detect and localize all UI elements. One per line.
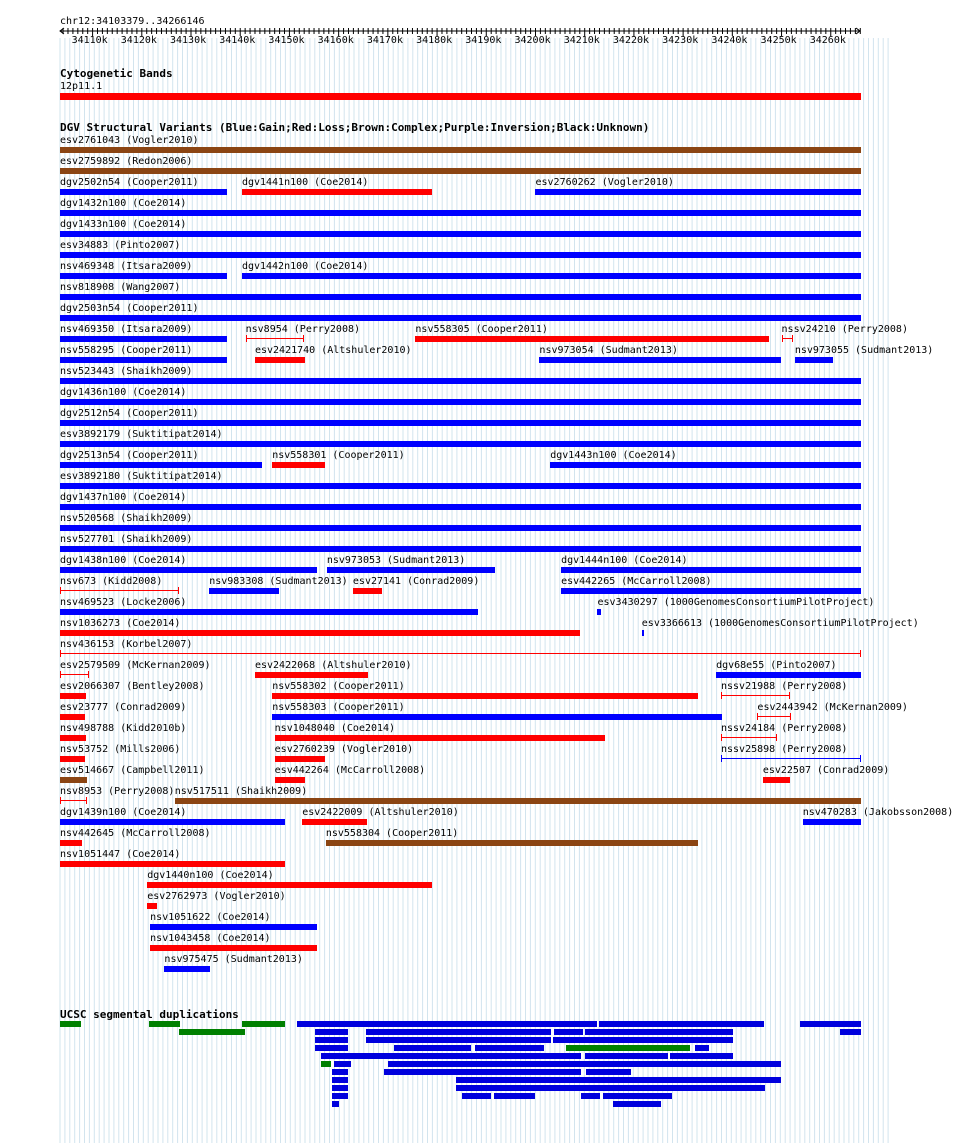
segdup-block[interactable] [332, 1069, 348, 1075]
sv-feature-label[interactable]: nsv436153 (Korbel2007) [60, 639, 193, 650]
sv-feature-end-cap [782, 335, 783, 342]
sv-feature-bar[interactable] [272, 693, 698, 699]
sv-feature-label[interactable]: dgv68e55 (Pinto2007) [716, 660, 837, 671]
sv-feature-line[interactable] [246, 338, 304, 339]
sv-feature-label[interactable]: nsv1051447 (Coe2014) [60, 849, 181, 860]
segdup-block[interactable] [554, 1029, 583, 1035]
ruler-tick-label: 34160k [317, 35, 354, 46]
sv-feature-label[interactable]: nsv1036273 (Coe2014) [60, 618, 181, 629]
sv-feature-bar[interactable] [60, 315, 861, 321]
sv-feature-bar[interactable] [60, 714, 85, 720]
sv-feature-end-cap [860, 650, 861, 657]
sv-feature-bar[interactable] [164, 966, 210, 972]
ruler-tick-label: 34180k [416, 35, 453, 46]
sv-feature-bar[interactable] [561, 588, 861, 594]
segdup-block[interactable] [332, 1101, 338, 1107]
sv-feature-bar[interactable] [147, 903, 157, 909]
sv-feature-label[interactable]: esv2762973 (Vogler2010) [147, 891, 286, 902]
sv-feature-bar[interactable] [60, 210, 861, 216]
cytoband-bar[interactable] [60, 93, 861, 100]
segdup-block[interactable] [388, 1061, 780, 1067]
sv-feature-label[interactable]: esv514667 (Campbell2011) [60, 765, 205, 776]
ruler-tick-label: 34150k [268, 35, 305, 46]
sv-feature-bar[interactable] [763, 777, 791, 783]
sv-feature-bar[interactable] [795, 357, 833, 363]
segdup-block[interactable] [321, 1061, 331, 1067]
sv-feature-bar[interactable] [60, 735, 86, 741]
sv-feature-bar[interactable] [803, 819, 861, 825]
sv-feature-bar[interactable] [242, 273, 861, 279]
sv-feature-label[interactable]: nsv442645 (McCarroll2008) [60, 828, 211, 839]
sv-feature-label[interactable]: nssv21988 (Perry2008) [721, 681, 848, 692]
sv-feature-end-cap [178, 587, 179, 594]
sv-feature-label[interactable]: nsv1051622 (Coe2014) [150, 912, 271, 923]
sv-feature-label[interactable]: nsv469523 (Locke2006) [60, 597, 187, 608]
sv-feature-label[interactable]: esv3892180 (Suktitipat2014) [60, 471, 223, 482]
sv-feature-line[interactable] [60, 674, 89, 675]
sv-feature-bar[interactable] [60, 231, 861, 237]
ruler-tick-label: 34240k [711, 35, 748, 46]
sv-feature-label[interactable]: esv442265 (McCarroll2008) [561, 576, 712, 587]
ruler-tick-label: 34260k [809, 35, 846, 46]
sv-feature-line[interactable] [60, 590, 179, 591]
sv-feature-label[interactable]: dgv1444n100 (Coe2014) [561, 555, 688, 566]
sv-feature-end-cap [790, 713, 791, 720]
segdup-block[interactable] [332, 1093, 348, 1099]
sv-feature-end-cap [60, 671, 61, 678]
sv-feature-label[interactable]: nsv558304 (Cooper2011) [325, 828, 459, 839]
sv-feature-bar[interactable] [60, 525, 861, 531]
ruler-tick-label: 34140k [219, 35, 256, 46]
segdup-block[interactable] [315, 1037, 348, 1043]
sv-feature-label[interactable]: esv34883 (Pinto2007) [60, 240, 181, 251]
sv-feature-label[interactable]: nsv975475 (Sudmant2013) [164, 954, 303, 965]
segdup-block[interactable] [462, 1093, 492, 1099]
sv-feature-label[interactable]: dgv1440n100 (Coe2014) [147, 870, 274, 881]
sv-feature-label[interactable]: dgv1436n100 (Coe2014) [60, 387, 187, 398]
sv-feature-bar[interactable] [60, 294, 861, 300]
segdup-block[interactable] [334, 1061, 351, 1067]
sv-feature-label[interactable]: nsv673 (Kidd2008) [60, 576, 163, 587]
sv-feature-bar[interactable] [539, 357, 780, 363]
ruler-tick-label: 34210k [563, 35, 600, 46]
sv-feature-label[interactable]: nsv1048040 (Coe2014) [274, 723, 396, 734]
ruler-tick-label: 34220k [612, 35, 650, 46]
sv-feature-line[interactable] [721, 758, 861, 759]
segdup-block[interactable] [332, 1085, 348, 1091]
sv-feature-bar[interactable] [60, 567, 317, 573]
segdup-block[interactable] [585, 1029, 734, 1035]
segdup-block[interactable] [553, 1037, 733, 1043]
sv-feature-label[interactable]: nsv973055 (Sudmant2013) [794, 345, 934, 356]
sv-feature-label[interactable]: nsv558305 (Cooper2011) [415, 324, 548, 335]
ruler-tick-label: 34200k [514, 35, 551, 46]
sv-feature-label[interactable]: esv2761043 (Vogler2010) [60, 135, 199, 146]
sv-feature-label[interactable]: nsv558303 (Cooper2011) [272, 702, 405, 713]
segdup-block[interactable] [475, 1045, 544, 1051]
segdup-block[interactable] [242, 1021, 286, 1027]
sv-feature-bar[interactable] [147, 882, 432, 888]
sv-feature-line[interactable] [721, 695, 790, 696]
sv-feature-end-cap [792, 335, 793, 342]
segdup-block[interactable] [585, 1053, 669, 1059]
sv-feature-label[interactable]: nsv527701 (Shaikh2009) [60, 534, 193, 545]
sv-feature-bar[interactable] [60, 546, 861, 552]
locus-label: chr12:34103379..34266146 [60, 16, 205, 27]
segdup-block[interactable] [581, 1093, 600, 1099]
segdup-track-title: UCSC segmental duplications [60, 1008, 239, 1021]
sv-feature-label[interactable]: esv442264 (McCarroll2008) [274, 765, 426, 776]
sv-feature-label[interactable]: dgv1442n100 (Coe2014) [241, 261, 369, 272]
sv-feature-label[interactable]: nsv498788 (Kidd2010b) [60, 723, 187, 734]
sv-feature-bar[interactable] [275, 735, 605, 741]
sv-feature-label[interactable]: esv2421740 (Altshuler2010) [254, 345, 412, 356]
segdup-block[interactable] [840, 1029, 861, 1035]
sv-feature-end-cap [776, 734, 777, 741]
sv-feature-label[interactable]: nsv470283 (Jakobsson2008) [802, 807, 953, 818]
sv-feature-label[interactable]: esv2066307 (Bentley2008) [60, 681, 205, 692]
sv-feature-bar[interactable] [326, 840, 699, 846]
sv-feature-bar[interactable] [60, 609, 478, 615]
sv-feature-label[interactable]: esv2422009 (Altshuler2010) [302, 807, 459, 818]
sv-feature-label[interactable]: nsv53752 (Mills2006) [60, 744, 181, 755]
sv-feature-label[interactable]: dgv2513n54 (Cooper2011) [60, 450, 199, 461]
segdup-block[interactable] [586, 1069, 632, 1075]
segdup-block[interactable] [179, 1029, 245, 1035]
sv-feature-bar[interactable] [60, 630, 580, 636]
sv-feature-end-cap [88, 671, 89, 678]
segdup-block[interactable] [494, 1093, 536, 1099]
sv-feature-bar[interactable] [60, 189, 227, 195]
sv-feature-label[interactable]: nsv469350 (Itsara2009) [60, 324, 193, 335]
ruler-tick-label: 34120k [120, 35, 157, 46]
segdup-block[interactable] [366, 1037, 551, 1043]
sv-feature-bar[interactable] [327, 567, 495, 573]
sv-feature-end-cap [303, 335, 304, 342]
segdup-block[interactable] [456, 1085, 765, 1091]
sv-feature-label[interactable]: esv3430297 (1000GenomesConsortiumPilotProject) [597, 597, 875, 608]
segdup-block[interactable] [149, 1021, 180, 1027]
segdup-block[interactable] [297, 1021, 596, 1027]
sv-feature-bar[interactable] [353, 588, 382, 594]
ruler-tick-label: 34190k [465, 35, 502, 46]
sv-feature-bar[interactable] [150, 924, 317, 930]
sv-feature-end-cap [789, 692, 790, 699]
sv-feature-end-cap [860, 755, 861, 762]
ruler-tick-label: 34130k [170, 35, 207, 46]
sv-feature-label[interactable]: nsv973053 (Sudmant2013) [326, 555, 466, 566]
sv-feature-bar[interactable] [150, 945, 317, 951]
sv-feature-label[interactable]: nsv558301 (Cooper2011) [272, 450, 405, 461]
sv-feature-label[interactable]: dgv2503n54 (Cooper2011) [60, 303, 199, 314]
sv-feature-label[interactable]: dgv1439n100 (Coe2014) [60, 807, 187, 818]
segdup-block[interactable] [321, 1053, 581, 1059]
sv-feature-bar[interactable] [60, 441, 861, 447]
sv-feature-end-cap [721, 734, 722, 741]
sv-feature-bar[interactable] [60, 483, 861, 489]
segdup-block[interactable] [384, 1069, 580, 1075]
segdup-block[interactable] [366, 1029, 552, 1035]
sv-feature-label[interactable]: nsv558302 (Cooper2011) [272, 681, 405, 692]
sv-feature-label[interactable]: nsv558295 (Cooper2011) [60, 345, 193, 356]
sv-feature-bar[interactable] [642, 630, 644, 636]
sv-feature-bar[interactable] [535, 189, 861, 195]
sv-feature-end-cap [757, 713, 758, 720]
sv-feature-bar[interactable] [242, 189, 432, 195]
sv-feature-label[interactable]: nsv517511 (Shaikh2009) [174, 786, 308, 797]
sv-feature-bar[interactable] [550, 462, 861, 468]
sv-feature-label[interactable]: dgv2502n54 (Cooper2011) [60, 177, 199, 188]
sv-feature-label[interactable]: nssv24184 (Perry2008) [721, 723, 848, 734]
sv-feature-bar[interactable] [60, 357, 227, 363]
sv-feature-bar[interactable] [209, 588, 278, 594]
sv-feature-label[interactable]: dgv1437n100 (Coe2014) [60, 492, 187, 503]
sv-feature-bar[interactable] [272, 462, 325, 468]
sv-feature-bar[interactable] [60, 693, 86, 699]
sv-feature-bar[interactable] [175, 798, 861, 804]
sv-feature-label[interactable]: esv2759892 (Redon2006) [60, 156, 193, 167]
dgv-track-title: DGV Structural Variants (Blue:Gain;Red:Loss;Brown:Complex;Purple:Inversion;Black:Unknown) [60, 121, 650, 134]
sv-feature-bar[interactable] [60, 273, 227, 279]
segdup-block[interactable] [800, 1021, 861, 1027]
sv-feature-bar[interactable] [415, 336, 769, 342]
sv-feature-bar[interactable] [60, 840, 82, 846]
sv-feature-end-cap [721, 692, 722, 699]
sv-feature-bar[interactable] [60, 168, 861, 174]
sv-feature-end-cap [86, 797, 87, 804]
sv-feature-bar[interactable] [60, 462, 262, 468]
sv-feature-bar[interactable] [302, 819, 367, 825]
sv-feature-line[interactable] [60, 800, 87, 801]
sv-feature-bar[interactable] [597, 609, 600, 615]
sv-feature-label[interactable]: dgv1443n100 (Coe2014) [550, 450, 677, 461]
segdup-block[interactable] [566, 1045, 691, 1051]
segdup-block[interactable] [695, 1045, 709, 1051]
segdup-block[interactable] [315, 1045, 348, 1051]
sv-feature-bar[interactable] [255, 672, 368, 678]
sv-feature-label[interactable]: esv23777 (Conrad2009) [60, 702, 187, 713]
segdup-block[interactable] [332, 1077, 348, 1083]
sv-feature-label[interactable]: nsv469348 (Itsara2009) [60, 261, 193, 272]
sv-feature-label[interactable]: dgv1433n100 (Coe2014) [60, 219, 187, 230]
ruler-tick-label: 34250k [760, 35, 797, 46]
segdup-block[interactable] [315, 1029, 348, 1035]
sv-feature-bar[interactable] [255, 357, 305, 363]
sv-feature-bar[interactable] [60, 147, 861, 153]
sv-feature-label[interactable]: dgv2512n54 (Cooper2011) [60, 408, 199, 419]
sv-feature-bar[interactable] [60, 504, 861, 510]
segdup-block[interactable] [394, 1045, 471, 1051]
sv-feature-label[interactable]: dgv1432n100 (Coe2014) [60, 198, 187, 209]
sv-feature-label[interactable]: esv22507 (Conrad2009) [762, 765, 890, 776]
sv-feature-end-cap [246, 335, 247, 342]
sv-feature-label[interactable]: esv2760262 (Vogler2010) [535, 177, 674, 188]
sv-feature-bar[interactable] [60, 399, 861, 405]
sv-feature-line[interactable] [757, 716, 791, 717]
segdup-block[interactable] [599, 1021, 764, 1027]
sv-feature-label[interactable]: dgv1438n100 (Coe2014) [60, 555, 187, 566]
ruler-tick-label: 34110k [71, 35, 108, 46]
cytoband-label: 12p11.1 [60, 81, 103, 92]
sv-feature-label[interactable]: esv3366613 (1000GenomesConsortiumPilotProject) [641, 618, 919, 629]
ruler-tick-label: 34230k [662, 35, 699, 46]
sv-feature-end-cap [60, 797, 61, 804]
sv-feature-end-cap [60, 650, 61, 657]
sv-feature-end-cap [60, 587, 61, 594]
sv-feature-label[interactable]: esv2443942 (McKernan2009) [757, 702, 908, 713]
sv-feature-bar[interactable] [60, 336, 227, 342]
ruler-tick-label: 34170k [366, 35, 403, 46]
sv-feature-bar[interactable] [272, 714, 722, 720]
sv-feature-label[interactable]: nsv520568 (Shaikh2009) [60, 513, 193, 524]
sv-feature-bar[interactable] [716, 672, 861, 678]
sv-feature-label[interactable]: esv2760239 (Vogler2010) [274, 744, 414, 755]
sv-feature-label[interactable]: dgv1441n100 (Coe2014) [241, 177, 369, 188]
sv-feature-label[interactable]: nsv523443 (Shaikh2009) [60, 366, 193, 377]
sv-feature-label[interactable]: nssv25898 (Perry2008) [721, 744, 848, 755]
sv-feature-label[interactable]: nsv983308 (Sudmant2013) [209, 576, 348, 587]
sv-feature-bar[interactable] [275, 756, 326, 762]
sv-feature-bar[interactable] [60, 252, 861, 258]
sv-feature-label[interactable]: nsv818908 (Wang2007) [60, 282, 181, 293]
sv-feature-end-cap [721, 755, 722, 762]
sv-feature-bar[interactable] [275, 777, 305, 783]
segdup-block[interactable] [456, 1077, 781, 1083]
sv-feature-bar[interactable] [60, 378, 861, 384]
sv-feature-bar[interactable] [561, 567, 861, 573]
sv-feature-label[interactable]: esv3892179 (Suktitipat2014) [60, 429, 223, 440]
segdup-block[interactable] [613, 1101, 661, 1107]
sv-feature-label[interactable]: esv2422068 (Altshuler2010) [254, 660, 412, 671]
sv-feature-bar[interactable] [60, 420, 861, 426]
sv-feature-bar[interactable] [60, 756, 85, 762]
segdup-block[interactable] [670, 1053, 733, 1059]
sv-feature-label[interactable]: esv27141 (Conrad2009) [352, 576, 480, 587]
sv-feature-label[interactable]: nsv8953 (Perry2008) [60, 786, 175, 797]
sv-feature-bar[interactable] [60, 819, 285, 825]
cytoband-track-title: Cytogenetic Bands [60, 67, 173, 80]
segdup-block[interactable] [60, 1021, 81, 1027]
sv-feature-bar[interactable] [60, 861, 285, 867]
sv-feature-label[interactable]: nsv1043458 (Coe2014) [150, 933, 271, 944]
sv-feature-label[interactable]: nsv8954 (Perry2008) [245, 324, 361, 335]
sv-feature-line[interactable] [721, 737, 777, 738]
sv-feature-line[interactable] [60, 653, 861, 654]
sv-feature-label[interactable]: nsv973054 (Sudmant2013) [539, 345, 678, 356]
sv-feature-label[interactable]: esv2579509 (McKernan2009) [60, 660, 211, 671]
sv-feature-label[interactable]: nssv24210 (Perry2008) [781, 324, 908, 335]
sv-feature-bar[interactable] [60, 777, 87, 783]
segdup-block[interactable] [603, 1093, 672, 1099]
